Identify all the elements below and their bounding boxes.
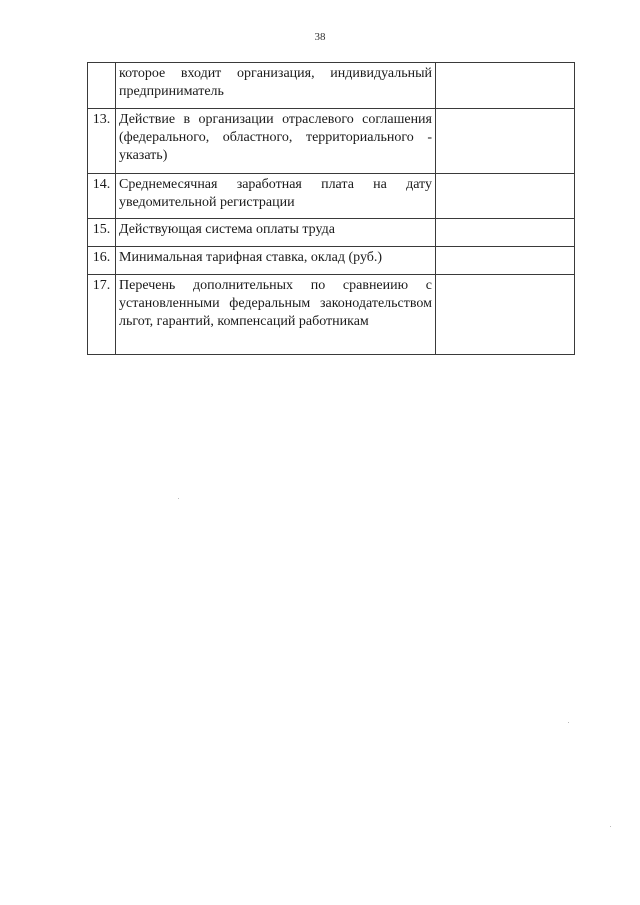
row-value-cell[interactable] <box>436 63 575 109</box>
scan-speck <box>610 826 611 827</box>
row-value-cell[interactable] <box>436 109 575 174</box>
row-description: Перечень дополнительных по сравнеиию с установленными федеральным законодательством льгот, гарантий, компенсаций работникам <box>116 275 436 355</box>
scan-speck <box>178 498 179 499</box>
table-row <box>88 174 575 219</box>
row-description: Минимальная тарифная ставка, оклад (руб.) <box>116 247 436 275</box>
table-row <box>88 219 575 247</box>
row-number: 17. <box>88 275 116 355</box>
row-value-cell[interactable] <box>436 275 575 355</box>
table-row <box>88 109 575 174</box>
row-description: которое входит организация, индивидуальный предприниматель <box>116 63 436 109</box>
table-row <box>88 275 575 355</box>
row-number: 16. <box>88 247 116 275</box>
table-row <box>88 63 575 109</box>
row-description: Действующая система оплаты труда <box>116 219 436 247</box>
row-value-cell[interactable] <box>436 247 575 275</box>
table-row <box>88 247 575 275</box>
row-number: 14. <box>88 174 116 219</box>
row-value-cell[interactable] <box>436 174 575 219</box>
row-number <box>88 63 116 109</box>
registration-form-table <box>87 62 575 355</box>
page-number: 38 <box>314 31 326 43</box>
row-value-cell[interactable] <box>436 219 575 247</box>
scan-speck <box>568 722 569 723</box>
row-number: 15. <box>88 219 116 247</box>
row-description: Действие в организации отраслевого соглашения (федерального, областного, территориального - указать) <box>116 109 436 174</box>
row-number: 13. <box>88 109 116 174</box>
row-description: Среднемесячная заработная плата на дату уведомительной регистрации <box>116 174 436 219</box>
